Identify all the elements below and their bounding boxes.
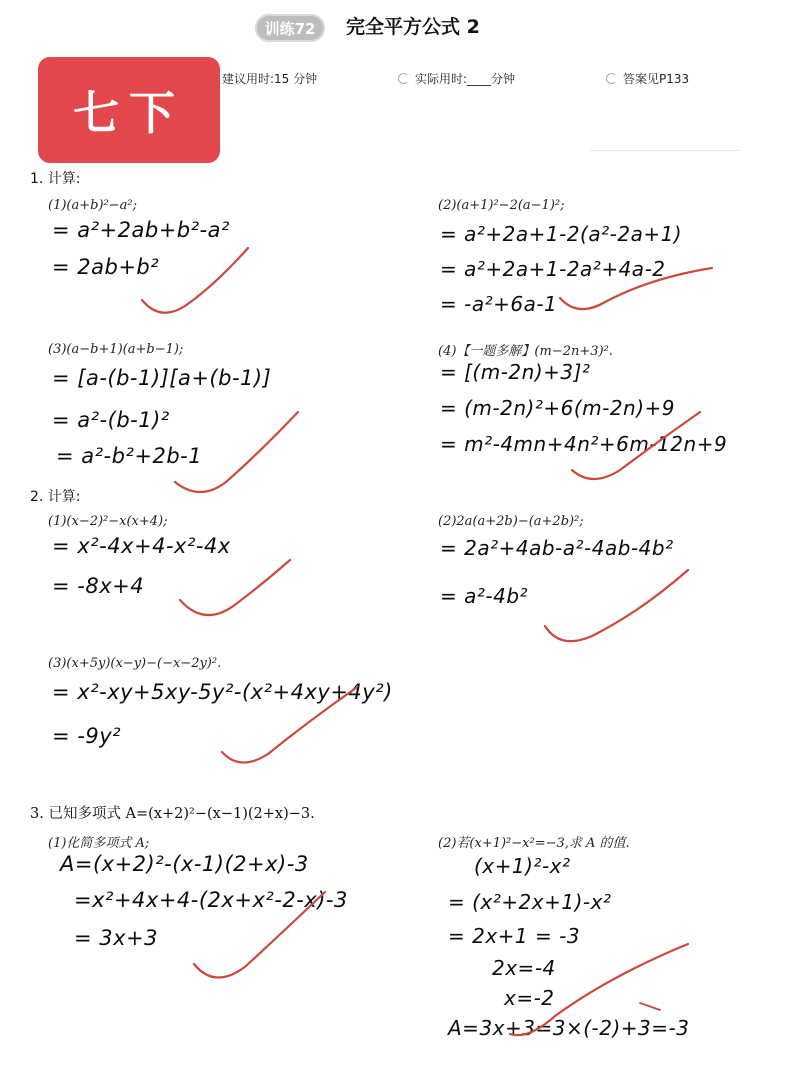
s1-q2-line1: = a²+2a+1-2(a²-2a+1): [440, 222, 683, 246]
s2-q2-prompt: (2)2a(a+2b)−(a+2b)²;: [438, 514, 584, 529]
s3-q1-line2: =x²+4x+4-(2x+x²-2-x)-3: [74, 888, 348, 912]
s1-q1-line2: = 2ab+b²: [52, 255, 160, 279]
s2-q2-line2: = a²-4b²: [440, 584, 529, 608]
s1-q4-line3: = m²-4mn+4n²+6m-12n+9: [440, 432, 728, 456]
s1-q2-prompt: (2)(a+1)²−2(a−1)²;: [438, 198, 565, 213]
s1-q3-line1: = [a-(b-1)][a+(b-1)]: [52, 366, 272, 390]
s3-q2-line6: A=3x+3=3×(-2)+3=-3: [448, 1016, 690, 1040]
s3-q2-line5: x=-2: [504, 986, 555, 1010]
s1-q3-line3: = a²-b²+2b-1: [56, 444, 203, 468]
section2-heading: 2. 计算:: [30, 489, 81, 505]
s3-q2-line2: = (x²+2x+1)-x²: [448, 890, 612, 914]
s1-q4-line1: = [(m-2n)+3]²: [440, 360, 591, 384]
actual-time: [398, 70, 515, 87]
s2-q3-line1: = x²-xy+5xy-5y²-(x²+4xy+4y²): [52, 680, 393, 704]
s2-q1-prompt: (1)(x−2)²−x(x+4);: [48, 514, 168, 529]
s3-q2-line1: (x+1)²-x²: [474, 854, 571, 878]
s1-q1-prompt: (1)(a+b)²−a²;: [48, 198, 137, 213]
s3-q1-prompt: (1)化简多项式 A;: [48, 836, 150, 851]
refresh-icon: [606, 73, 617, 84]
answer-reference: [606, 70, 689, 87]
s2-q1-line1: = x²-4x+4-x²-4x: [52, 534, 231, 558]
page-title: 完全平方公式 2: [346, 16, 480, 38]
grade-sticker: 七下: [38, 57, 220, 163]
suggested-time-text: 建议用时:15 分钟: [222, 72, 318, 86]
s2-q3-prompt: (3)(x+5y)(x−y)−(−x−2y)².: [48, 656, 222, 671]
section3-heading: 3. 已知多项式 A=(x+2)²−(x−1)(2+x)−3.: [30, 806, 315, 822]
s1-q3-prompt: (3)(a−b+1)(a+b−1);: [48, 342, 184, 357]
actual-time-text: 实际用时:____分钟: [415, 72, 516, 86]
check-mark-icon: [545, 570, 688, 641]
s2-q1-line2: = -8x+4: [52, 574, 145, 598]
suggested-time: [222, 70, 317, 87]
s1-q2-line2: = a²+2a+1-2a²+4a-2: [440, 257, 666, 281]
divider: [590, 150, 740, 151]
s3-q2-prompt: (2)若(x+1)²−x²=−3,求 A 的值.: [438, 836, 630, 851]
lesson-badge: 训练72: [255, 14, 325, 42]
s3-q2-line4: 2x=-4: [492, 956, 556, 980]
section1-heading: 1. 计算:: [30, 171, 81, 187]
s1-q4-line2: = (m-2n)²+6(m-2n)+9: [440, 396, 676, 420]
clock-icon: [398, 73, 409, 84]
check-mark-icon: [180, 560, 290, 615]
s1-q3-line2: = a²-(b-1)²: [52, 408, 170, 432]
s2-q3-line2: = -9y²: [52, 724, 122, 748]
s1-q4-prompt: (4)【一题多解】(m−2n+3)².: [438, 344, 613, 359]
s3-q1-line1: A=(x+2)²-(x-1)(2+x)-3: [60, 852, 309, 876]
s1-q1-line1: = a²+2ab+b²-a²: [52, 218, 230, 242]
s3-q2-line3: = 2x+1 = -3: [448, 924, 581, 948]
s3-q1-line3: = 3x+3: [74, 926, 159, 950]
check-mark-icon: [640, 1003, 660, 1010]
s1-q2-line3: = -a²+6a-1: [440, 292, 558, 316]
s2-q2-line1: = 2a²+4ab-a²-4ab-4b²: [440, 536, 674, 560]
answer-reference-text: 答案见P133: [623, 72, 690, 86]
